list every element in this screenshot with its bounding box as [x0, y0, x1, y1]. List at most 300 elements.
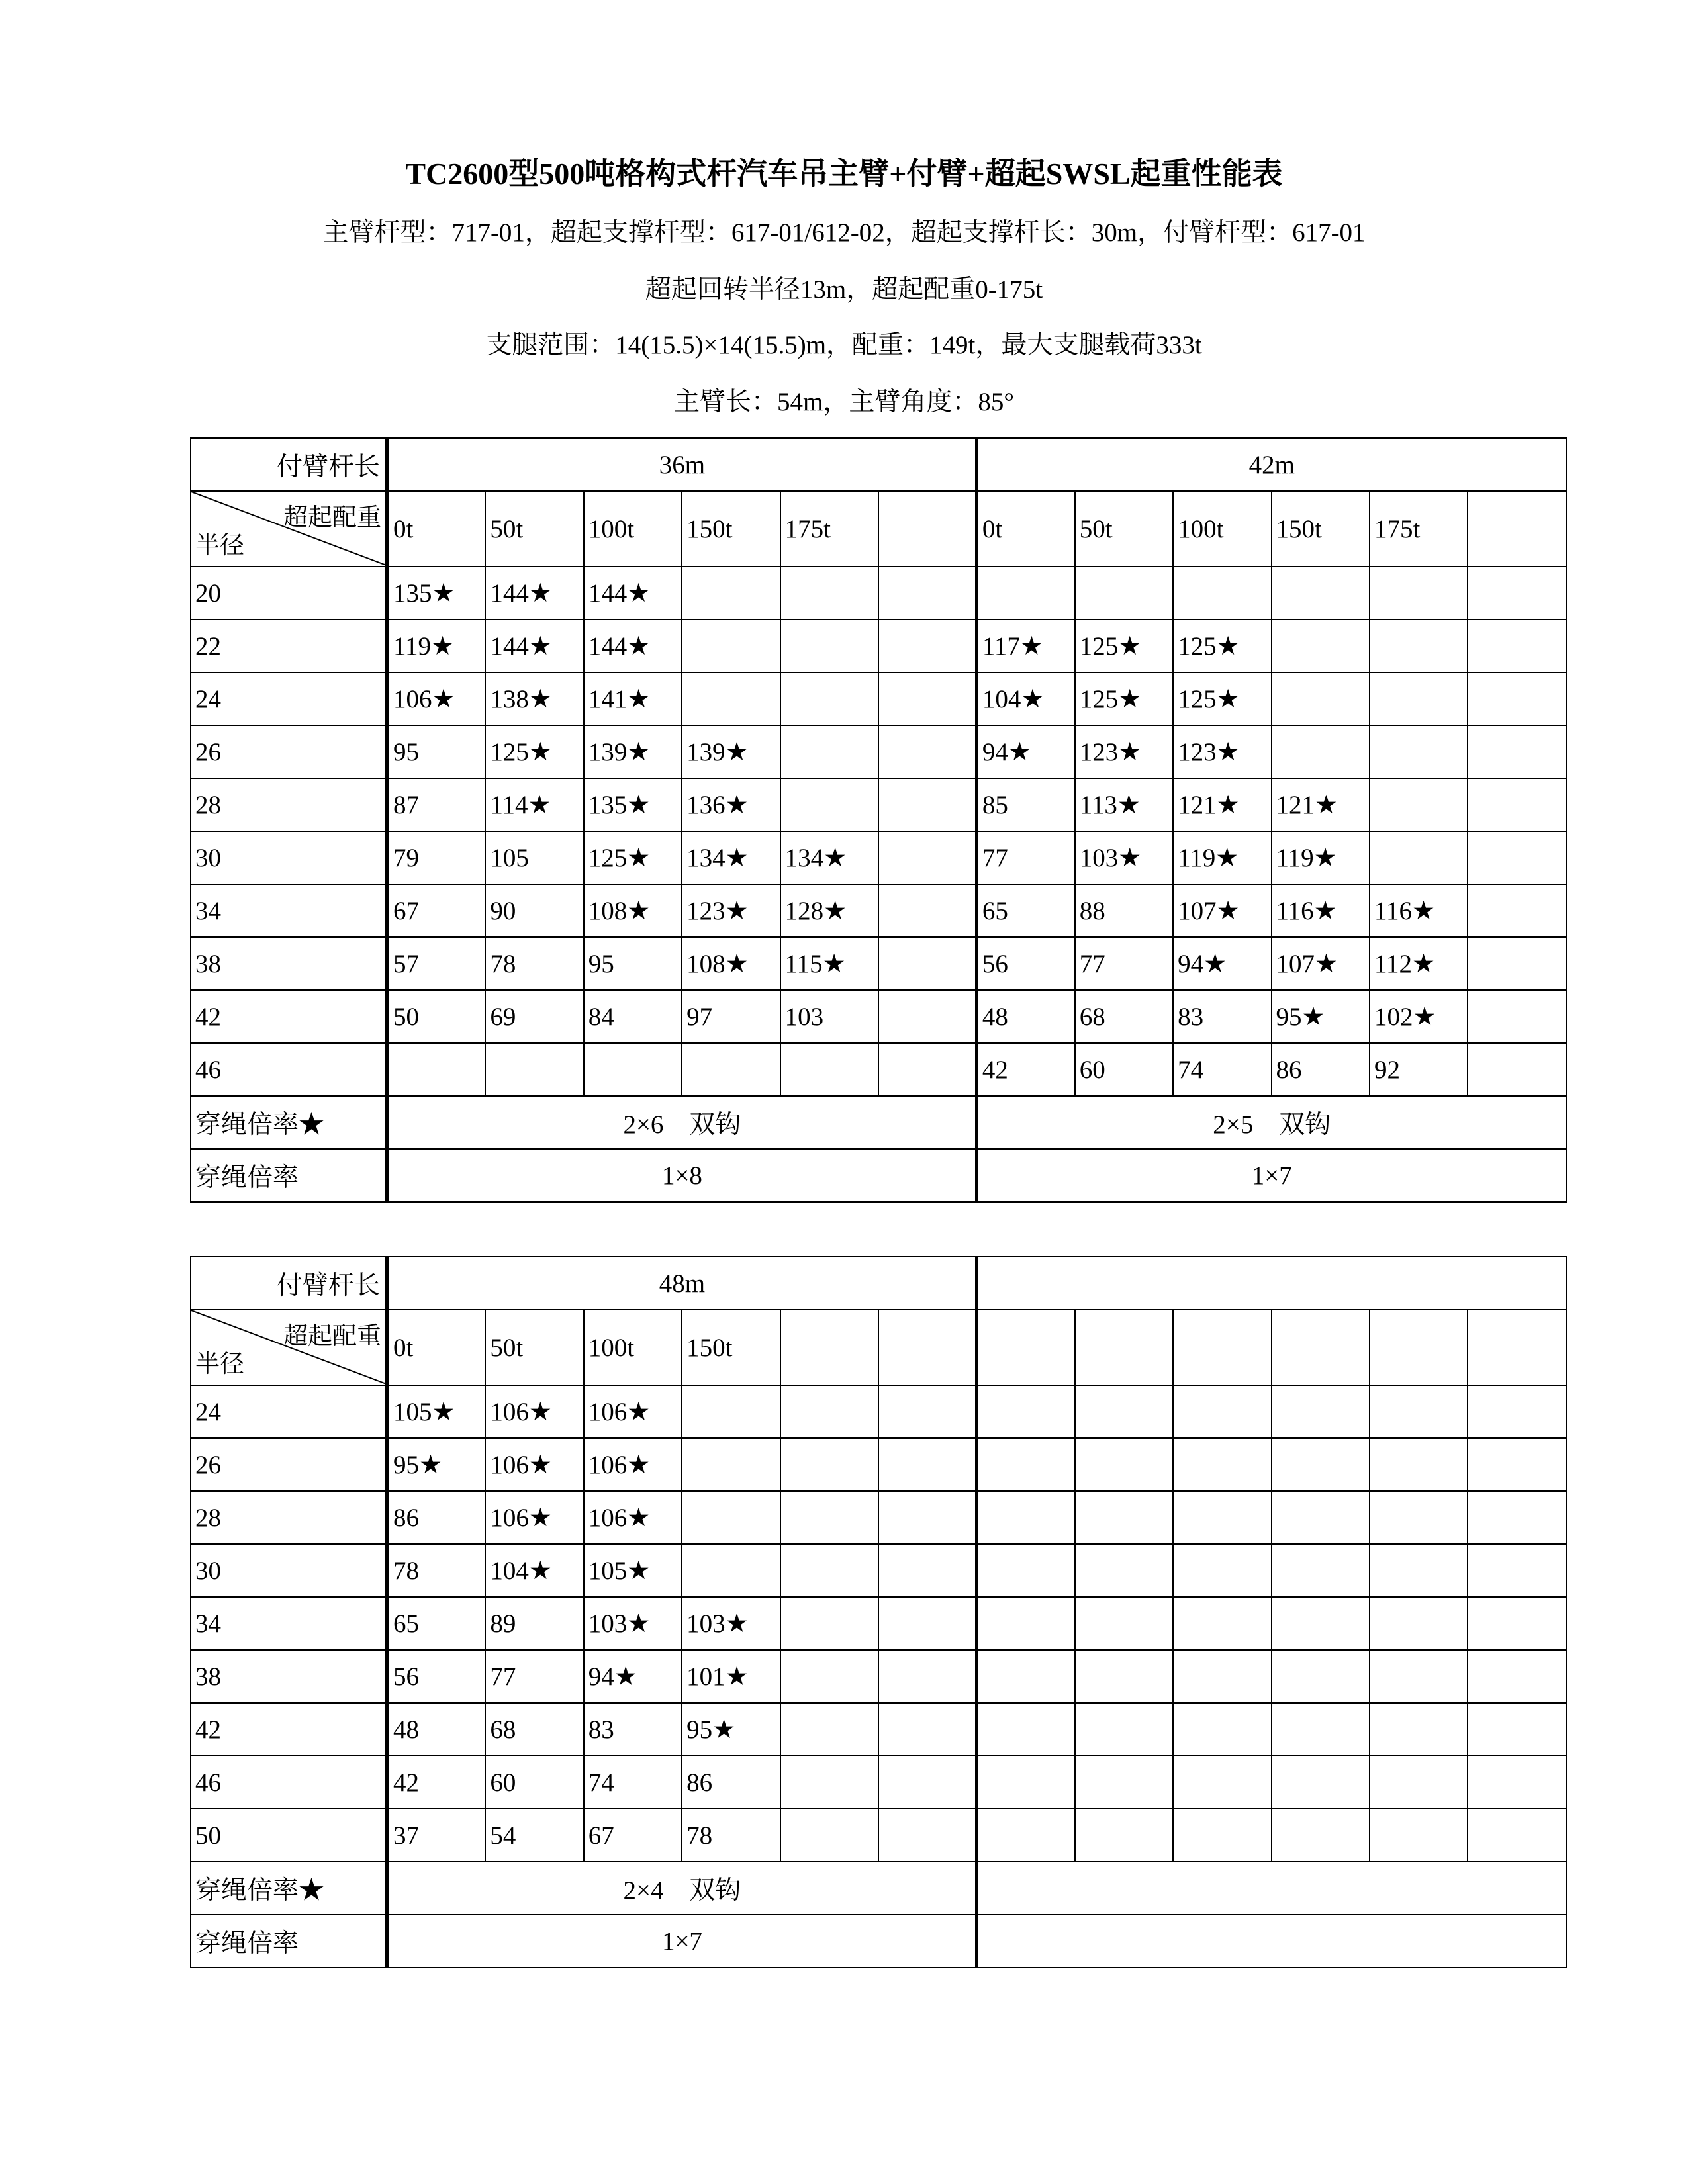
capacity-cell: 125★ [1173, 619, 1271, 672]
capacity-cell: 42 [387, 1756, 485, 1809]
capacity-cell: 60 [485, 1756, 583, 1809]
page-title: TC2600型500吨格构式杆汽车吊主臂+付臂+超起SWSL起重性能表 [405, 157, 1283, 191]
table-row [191, 1385, 1566, 1438]
capacity-cell [878, 990, 976, 1043]
table-row [191, 831, 1566, 884]
reeving-row [191, 1149, 1566, 1202]
reeving-star-row [191, 1096, 1566, 1149]
capacity-cell: 65 [976, 884, 1074, 937]
capacity-cell [1468, 937, 1566, 990]
radius-cell: 34 [191, 884, 387, 937]
capacity-cell: 86 [682, 1756, 780, 1809]
info-line-outriggers: 支腿范围：14(15.5)×14(15.5)m，配重：149t，最大支腿载荷333t [486, 331, 1202, 359]
capacity-cell [1468, 1809, 1566, 1862]
diagonal-header-cell [191, 491, 387, 567]
capacity-cell [1075, 1809, 1173, 1862]
table-row [191, 990, 1566, 1043]
capacity-cell [1272, 1756, 1370, 1809]
capacity-cell [1468, 1385, 1566, 1438]
capacity-cell [1075, 1756, 1173, 1809]
capacity-cell: 78 [387, 1544, 485, 1597]
capacity-cell [1272, 1597, 1370, 1650]
capacity-cell: 141★ [584, 672, 682, 725]
capacity-cell: 37 [387, 1809, 485, 1862]
capacity-cell [1370, 619, 1468, 672]
capacity-cell [682, 1544, 780, 1597]
capacity-cell [878, 778, 976, 831]
capacity-cell [780, 778, 878, 831]
capacity-cell: 106★ [584, 1491, 682, 1544]
capacity-cell: 74 [1173, 1043, 1271, 1096]
capacity-cell [1468, 1650, 1566, 1703]
capacity-cell: 135★ [584, 778, 682, 831]
reeving-left: 1×8 [387, 1149, 976, 1202]
capacity-cell: 116★ [1370, 884, 1468, 937]
capacity-cell [682, 567, 780, 619]
radius-cell: 46 [191, 1043, 387, 1096]
capacity-cell: 119★ [1272, 831, 1370, 884]
jib-length-label: 付臂杆长 [191, 438, 387, 491]
capacity-cell: 135★ [387, 567, 485, 619]
capacity-cell [1272, 1650, 1370, 1703]
counterweight-left-4 [780, 1310, 878, 1385]
table-row [191, 884, 1566, 937]
reeving-star-label: 穿绳倍率★ [191, 1096, 387, 1149]
capacity-cell: 94★ [1173, 937, 1271, 990]
capacity-cell [1468, 567, 1566, 619]
info-line-boom-types: 主臂杆型：717-01，超起支撑杆型：617-01/612-02，超起支撑杆长：30m，付臂杆型：617-01 [322, 218, 1366, 247]
capacity-cell [1173, 1491, 1271, 1544]
radius-cell: 28 [191, 778, 387, 831]
counterweight-right-1 [1075, 1310, 1173, 1385]
capacity-cell [1370, 1438, 1468, 1491]
capacity-cell: 95 [387, 725, 485, 778]
capacity-cell: 68 [1075, 990, 1173, 1043]
capacity-cell: 68 [485, 1703, 583, 1756]
capacity-cell: 90 [485, 884, 583, 937]
jib-length-row [191, 1257, 1566, 1310]
capacity-cell [878, 831, 976, 884]
capacity-cell [780, 1043, 878, 1096]
capacity-cell [1468, 1597, 1566, 1650]
table-row [191, 567, 1566, 619]
capacity-cell [1272, 1809, 1370, 1862]
capacity-cell [780, 1544, 878, 1597]
radius-label: 半径 [195, 1351, 244, 1378]
capacity-cell [1468, 1756, 1566, 1809]
capacity-cell: 54 [485, 1809, 583, 1862]
capacity-cell [1370, 725, 1468, 778]
reeving-star-left: 2×4 双钩 [387, 1862, 976, 1915]
capacity-cell: 113★ [1075, 778, 1173, 831]
capacity-cell: 69 [485, 990, 583, 1043]
capacity-cell [1075, 1703, 1173, 1756]
radius-label: 半径 [195, 532, 244, 559]
radius-cell: 24 [191, 672, 387, 725]
radius-cell: 42 [191, 990, 387, 1043]
capacity-cell [780, 1597, 878, 1650]
capacity-cell: 116★ [1272, 884, 1370, 937]
capacity-cell [387, 1043, 485, 1096]
capacity-cell [1370, 672, 1468, 725]
capacity-cell: 125★ [1075, 619, 1173, 672]
capacity-cell [1468, 1703, 1566, 1756]
counterweight-left-3: 150t [682, 1310, 780, 1385]
capacity-cell: 107★ [1272, 937, 1370, 990]
jib-length-right: 42m [976, 438, 1566, 491]
capacity-cell [485, 1043, 583, 1096]
capacity-cell: 57 [387, 937, 485, 990]
radius-cell: 42 [191, 1703, 387, 1756]
capacity-cell [976, 567, 1074, 619]
capacity-cell: 95★ [387, 1438, 485, 1491]
capacity-cell: 77 [1075, 937, 1173, 990]
table-row [191, 1491, 1566, 1544]
capacity-cell: 128★ [780, 884, 878, 937]
capacity-cell [1468, 778, 1566, 831]
capacity-cell [878, 1438, 976, 1491]
radius-cell: 26 [191, 1438, 387, 1491]
capacity-cell [682, 1043, 780, 1096]
radius-cell: 34 [191, 1597, 387, 1650]
capacity-cell [1468, 672, 1566, 725]
capacity-cell: 134★ [682, 831, 780, 884]
counterweight-label: 超起配重 [283, 1323, 381, 1350]
capacity-cell: 102★ [1370, 990, 1468, 1043]
capacity-cell [1075, 1597, 1173, 1650]
radius-cell: 22 [191, 619, 387, 672]
capacity-cell: 125★ [485, 725, 583, 778]
jib-length-right [976, 1257, 1566, 1310]
capacity-cell [1370, 1703, 1468, 1756]
capacity-cell [1272, 567, 1370, 619]
capacity-cell: 78 [485, 937, 583, 990]
capacity-cell [1173, 1385, 1271, 1438]
capacity-cell [682, 672, 780, 725]
capacity-cell [1468, 831, 1566, 884]
radius-cell: 28 [191, 1491, 387, 1544]
counterweight-left-4: 175t [780, 491, 878, 567]
capacity-cell [1272, 672, 1370, 725]
table-row [191, 1703, 1566, 1756]
capacity-cell [976, 1597, 1074, 1650]
capacity-cell: 112★ [1370, 937, 1468, 990]
capacity-cell: 48 [976, 990, 1074, 1043]
capacity-cell: 95 [584, 937, 682, 990]
capacity-cell: 86 [387, 1491, 485, 1544]
capacity-cell [1173, 1703, 1271, 1756]
capacity-cell: 65 [387, 1597, 485, 1650]
table-row [191, 725, 1566, 778]
capacity-cell: 88 [1075, 884, 1173, 937]
capacity-cell [1370, 1491, 1468, 1544]
capacity-cell [780, 1650, 878, 1703]
capacity-cell: 139★ [682, 725, 780, 778]
capacity-cell: 123★ [1173, 725, 1271, 778]
radius-cell: 26 [191, 725, 387, 778]
capacity-cell: 87 [387, 778, 485, 831]
capacity-cell: 144★ [485, 567, 583, 619]
table-row [191, 1809, 1566, 1862]
jib-length-left: 48m [387, 1257, 976, 1310]
capacity-cell [1468, 1438, 1566, 1491]
capacity-cell: 139★ [584, 725, 682, 778]
capacity-cell [1272, 725, 1370, 778]
capacity-cell: 78 [682, 1809, 780, 1862]
capacity-cell [976, 1650, 1074, 1703]
radius-cell: 24 [191, 1385, 387, 1438]
capacity-cell [1075, 1385, 1173, 1438]
capacity-cell [1272, 1491, 1370, 1544]
capacity-cell [878, 1491, 976, 1544]
capacity-cell [1272, 1385, 1370, 1438]
capacity-cell: 106★ [584, 1438, 682, 1491]
capacity-cell: 108★ [584, 884, 682, 937]
radius-cell: 30 [191, 1544, 387, 1597]
capacity-cell [878, 1385, 976, 1438]
capacity-cell [780, 1703, 878, 1756]
counterweight-right-3: 150t [1272, 491, 1370, 567]
capacity-cell: 123★ [1075, 725, 1173, 778]
capacity-cell [878, 937, 976, 990]
capacity-cell [1075, 1544, 1173, 1597]
capacity-cell: 121★ [1173, 778, 1271, 831]
capacity-cell [1075, 1650, 1173, 1703]
capacity-cell [1370, 1544, 1468, 1597]
capacity-cell: 119★ [1173, 831, 1271, 884]
capacity-cell [682, 619, 780, 672]
reeving-right: 1×7 [976, 1149, 1566, 1202]
capacity-cell [1468, 884, 1566, 937]
radius-cell: 46 [191, 1756, 387, 1809]
capacity-cell: 106★ [485, 1438, 583, 1491]
counterweight-right-3 [1272, 1310, 1370, 1385]
capacity-cell: 121★ [1272, 778, 1370, 831]
reeving-star-left: 2×6 双钩 [387, 1096, 976, 1149]
table-row [191, 1544, 1566, 1597]
capacity-cell [780, 1809, 878, 1862]
capacity-cell [878, 1756, 976, 1809]
capacity-cell: 56 [387, 1650, 485, 1703]
counterweight-right-2 [1173, 1310, 1271, 1385]
capacity-cell: 134★ [780, 831, 878, 884]
capacity-cell: 94★ [976, 725, 1074, 778]
reeving-star-right [976, 1862, 1566, 1915]
counterweight-left-5 [878, 1310, 976, 1385]
capacity-cell: 84 [584, 990, 682, 1043]
counterweight-left-1: 50t [485, 491, 583, 567]
capacity-cell: 144★ [584, 619, 682, 672]
capacity-cell [1468, 1544, 1566, 1597]
capacity-cell: 95★ [682, 1703, 780, 1756]
jib-length-row [191, 438, 1566, 491]
capacity-cell [878, 619, 976, 672]
capacity-cell: 103 [780, 990, 878, 1043]
table-row [191, 619, 1566, 672]
capacity-cell [878, 567, 976, 619]
capacity-cell: 67 [584, 1809, 682, 1862]
capacity-cell [1468, 619, 1566, 672]
capacity-cell: 74 [584, 1756, 682, 1809]
capacity-cell [1272, 1438, 1370, 1491]
capacity-cell [780, 1756, 878, 1809]
capacity-cell [1468, 1043, 1566, 1096]
counterweight-label: 超起配重 [283, 504, 381, 531]
capacity-cell [1173, 567, 1271, 619]
info-line-superlift: 超起回转半径13m，超起配重0-175t [645, 275, 1043, 304]
table-row [191, 937, 1566, 990]
capacity-cell [976, 1491, 1074, 1544]
capacity-cell: 42 [976, 1043, 1074, 1096]
capacity-cell [780, 672, 878, 725]
reeving-label: 穿绳倍率 [191, 1915, 387, 1968]
table-row [191, 1438, 1566, 1491]
table-row [191, 1650, 1566, 1703]
capacity-cell [878, 672, 976, 725]
capacity-cell: 107★ [1173, 884, 1271, 937]
capacity-cell: 106★ [485, 1385, 583, 1438]
counterweight-row [191, 491, 1566, 567]
capacity-cell: 108★ [682, 937, 780, 990]
capacity-cell [878, 1043, 976, 1096]
capacity-cell [976, 1809, 1074, 1862]
capacity-cell [976, 1438, 1074, 1491]
capacity-cell [1370, 1809, 1468, 1862]
capacity-cell: 144★ [485, 619, 583, 672]
counterweight-right-2: 100t [1173, 491, 1271, 567]
capacity-cell: 104★ [485, 1544, 583, 1597]
counterweight-left-5 [878, 491, 976, 567]
capacity-cell: 119★ [387, 619, 485, 672]
counterweight-row [191, 1310, 1566, 1385]
counterweight-right-4 [1370, 1310, 1468, 1385]
capacity-cell [878, 725, 976, 778]
reeving-left: 1×7 [387, 1915, 976, 1968]
capacity-cell [1370, 1650, 1468, 1703]
radius-cell: 30 [191, 831, 387, 884]
capacity-cell: 115★ [780, 937, 878, 990]
capacity-cell [1075, 1491, 1173, 1544]
capacity-cell [682, 1491, 780, 1544]
capacity-cell: 144★ [584, 567, 682, 619]
counterweight-right-0: 0t [976, 491, 1074, 567]
capacity-cell: 95★ [1272, 990, 1370, 1043]
capacity-cell: 83 [1173, 990, 1271, 1043]
capacity-cell: 77 [485, 1650, 583, 1703]
capacity-cell [976, 1703, 1074, 1756]
capacity-cell [1370, 1597, 1468, 1650]
capacity-cell: 60 [1075, 1043, 1173, 1096]
reeving-star-row [191, 1862, 1566, 1915]
jib-length-left: 36m [387, 438, 976, 491]
capacity-cell [878, 1544, 976, 1597]
capacity-cell: 89 [485, 1597, 583, 1650]
capacity-cell [584, 1043, 682, 1096]
capacity-cell [878, 1703, 976, 1756]
counterweight-left-1: 50t [485, 1310, 583, 1385]
capacity-cell: 105★ [387, 1385, 485, 1438]
capacity-cell: 105 [485, 831, 583, 884]
counterweight-right-5 [1468, 1310, 1566, 1385]
capacity-cell [1173, 1438, 1271, 1491]
capacity-cell [878, 1650, 976, 1703]
load-chart-table-48m [190, 1256, 1567, 1968]
capacity-cell: 125★ [584, 831, 682, 884]
capacity-cell: 101★ [682, 1650, 780, 1703]
counterweight-right-0 [976, 1310, 1074, 1385]
capacity-cell [1272, 1544, 1370, 1597]
counterweight-left-2: 100t [584, 1310, 682, 1385]
table-row [191, 1756, 1566, 1809]
radius-cell: 20 [191, 567, 387, 619]
reeving-right [976, 1915, 1566, 1968]
capacity-cell [878, 1809, 976, 1862]
capacity-cell: 86 [1272, 1043, 1370, 1096]
capacity-cell: 104★ [976, 672, 1074, 725]
capacity-cell: 106★ [584, 1385, 682, 1438]
reeving-label: 穿绳倍率 [191, 1149, 387, 1202]
table-row [191, 1043, 1566, 1096]
table-row [191, 778, 1566, 831]
capacity-cell: 106★ [387, 672, 485, 725]
capacity-cell [1468, 725, 1566, 778]
capacity-cell: 117★ [976, 619, 1074, 672]
capacity-cell [780, 1491, 878, 1544]
capacity-cell [1075, 567, 1173, 619]
capacity-cell: 67 [387, 884, 485, 937]
diagonal-header-cell [191, 1310, 387, 1385]
capacity-cell [1272, 1703, 1370, 1756]
table-row [191, 672, 1566, 725]
capacity-cell [1075, 1438, 1173, 1491]
capacity-cell: 92 [1370, 1043, 1468, 1096]
capacity-cell [780, 1385, 878, 1438]
radius-cell: 38 [191, 1650, 387, 1703]
radius-cell: 38 [191, 937, 387, 990]
capacity-cell: 97 [682, 990, 780, 1043]
capacity-cell [682, 1438, 780, 1491]
capacity-cell [1370, 1756, 1468, 1809]
reeving-star-right: 2×5 双钩 [976, 1096, 1566, 1149]
counterweight-left-0: 0t [387, 1310, 485, 1385]
capacity-cell [780, 567, 878, 619]
info-line-main-boom: 主臂长：54m，主臂角度：85° [674, 388, 1014, 416]
capacity-cell [780, 725, 878, 778]
capacity-cell: 56 [976, 937, 1074, 990]
capacity-cell [1370, 1385, 1468, 1438]
capacity-cell: 83 [584, 1703, 682, 1756]
capacity-cell [682, 1385, 780, 1438]
capacity-cell: 85 [976, 778, 1074, 831]
capacity-cell: 125★ [1075, 672, 1173, 725]
reeving-star-label: 穿绳倍率★ [191, 1862, 387, 1915]
capacity-cell [976, 1544, 1074, 1597]
capacity-cell: 103★ [584, 1597, 682, 1650]
capacity-cell [1370, 778, 1468, 831]
radius-cell: 50 [191, 1809, 387, 1862]
jib-length-label: 付臂杆长 [191, 1257, 387, 1310]
capacity-cell: 125★ [1173, 672, 1271, 725]
capacity-cell: 77 [976, 831, 1074, 884]
capacity-cell [878, 1597, 976, 1650]
capacity-cell: 94★ [584, 1650, 682, 1703]
capacity-cell: 103★ [1075, 831, 1173, 884]
capacity-cell [1370, 567, 1468, 619]
capacity-cell [1272, 619, 1370, 672]
capacity-cell [1370, 831, 1468, 884]
capacity-cell: 103★ [682, 1597, 780, 1650]
counterweight-left-2: 100t [584, 491, 682, 567]
